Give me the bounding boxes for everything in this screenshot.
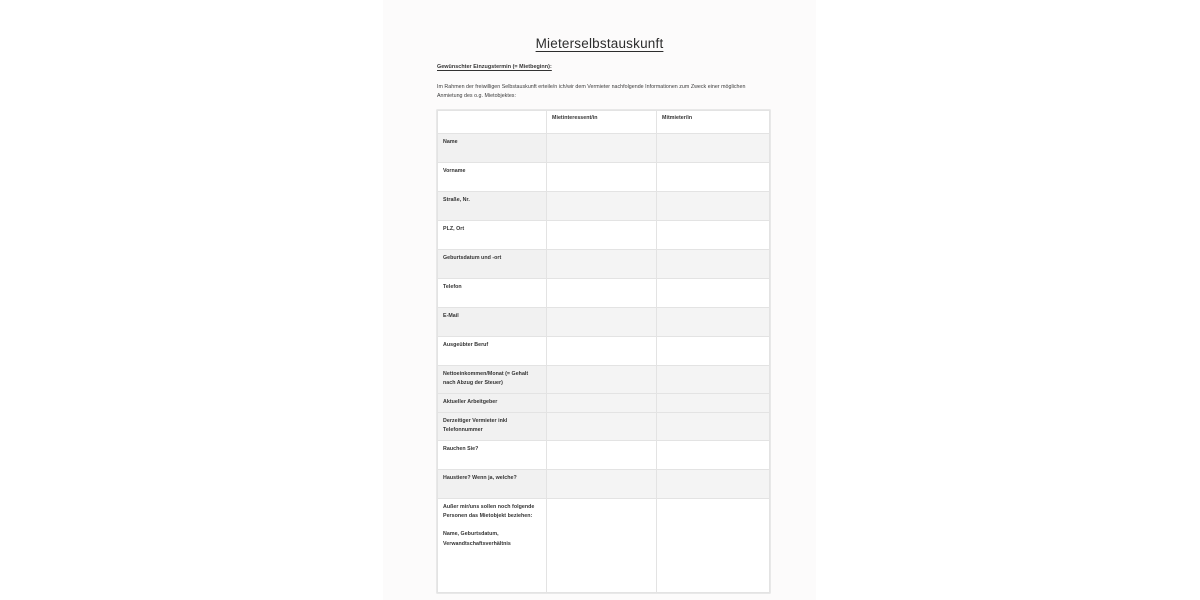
intro-paragraph: Im Rahmen der freiwilligen Selbstauskunft erteile/n ich/wir dem Vermieter nachfolgende Informationen zum Zweck einer möglichen Anmietung des o.g. Mietobjektes: [437, 84, 746, 99]
row-label-nettoeinkommen: Nettoeinkommen/Monat (= Gehalt nach Abzug der Steuer) [438, 366, 547, 394]
field-co-tenant-arbeitgeber[interactable] [657, 394, 770, 413]
row-label-name: Name [438, 134, 547, 163]
row-label-strasse: Straße, Nr. [438, 192, 547, 221]
column-header-co-tenant: Mitmieter/in [657, 111, 770, 134]
table-row [438, 499, 770, 593]
table-row [438, 192, 770, 221]
field-applicant-vermieter[interactable] [547, 413, 657, 441]
table-row [438, 394, 770, 413]
field-applicant-rauchen[interactable] [547, 441, 657, 470]
field-co-tenant-email[interactable] [657, 308, 770, 337]
table-row [438, 279, 770, 308]
document-page [383, 0, 816, 600]
field-applicant-plz-ort[interactable] [547, 221, 657, 250]
table-header-row [438, 111, 770, 134]
field-applicant-telefon[interactable] [547, 279, 657, 308]
table-row [438, 441, 770, 470]
row-label-beruf: Ausgeübter Beruf [438, 337, 547, 366]
row-label-weitere-personen-part1: Außer mir/uns sollen noch folgende Personen das Mietobjekt beziehen: [443, 504, 535, 520]
row-label-rauchen: Rauchen Sie? [438, 441, 547, 470]
field-co-tenant-plz-ort[interactable] [657, 221, 770, 250]
row-label-weitere-personen-part2: Name, Geburtsdatum, Verwandtschaftsverhältnis [443, 531, 511, 547]
table-row [438, 366, 770, 394]
field-co-tenant-strasse[interactable] [657, 192, 770, 221]
field-applicant-arbeitgeber[interactable] [547, 394, 657, 413]
table-row [438, 337, 770, 366]
table-row [438, 221, 770, 250]
field-applicant-email[interactable] [547, 308, 657, 337]
table-row [438, 163, 770, 192]
table-row [438, 470, 770, 499]
field-applicant-haustiere[interactable] [547, 470, 657, 499]
row-label-plz-ort: PLZ, Ort [438, 221, 547, 250]
field-applicant-weitere-personen[interactable] [547, 499, 657, 593]
page-title: Mieterselbstauskunft [535, 36, 664, 51]
row-label-arbeitgeber: Aktueller Arbeitgeber [438, 394, 547, 413]
field-applicant-strasse[interactable] [547, 192, 657, 221]
field-applicant-geburtsdatum[interactable] [547, 250, 657, 279]
field-co-tenant-rauchen[interactable] [657, 441, 770, 470]
row-label-email: E-Mail [438, 308, 547, 337]
row-label-geburtsdatum: Geburtsdatum und -ort [438, 250, 547, 279]
field-co-tenant-telefon[interactable] [657, 279, 770, 308]
row-label-weitere-personen [438, 499, 547, 593]
column-header-applicant: Mietinteressent/in [547, 111, 657, 134]
field-applicant-nettoeinkommen[interactable] [547, 366, 657, 394]
row-label-haustiere: Haustiere? Wenn ja, welche? [438, 470, 547, 499]
table-row [438, 308, 770, 337]
field-co-tenant-haustiere[interactable] [657, 470, 770, 499]
field-co-tenant-vorname[interactable] [657, 163, 770, 192]
row-label-telefon: Telefon [438, 279, 547, 308]
field-co-tenant-beruf[interactable] [657, 337, 770, 366]
field-co-tenant-weitere-personen[interactable] [657, 499, 770, 593]
row-label-vorname: Vorname [438, 163, 547, 192]
table-row [438, 413, 770, 441]
move-in-date-label: Gewünschter Einzugstermin (= Mietbeginn): [437, 64, 552, 70]
field-co-tenant-vermieter[interactable] [657, 413, 770, 441]
field-applicant-beruf[interactable] [547, 337, 657, 366]
tenant-information-table [437, 110, 770, 593]
label-spacer [443, 521, 541, 530]
field-co-tenant-geburtsdatum[interactable] [657, 250, 770, 279]
row-label-vermieter: Derzeitiger Vermieter inkl Telefonnummer [438, 413, 547, 441]
field-co-tenant-name[interactable] [657, 134, 770, 163]
table-row [438, 250, 770, 279]
column-header-label [438, 111, 547, 134]
field-co-tenant-nettoeinkommen[interactable] [657, 366, 770, 394]
table-row [438, 134, 770, 163]
field-applicant-vorname[interactable] [547, 163, 657, 192]
field-applicant-name[interactable] [547, 134, 657, 163]
